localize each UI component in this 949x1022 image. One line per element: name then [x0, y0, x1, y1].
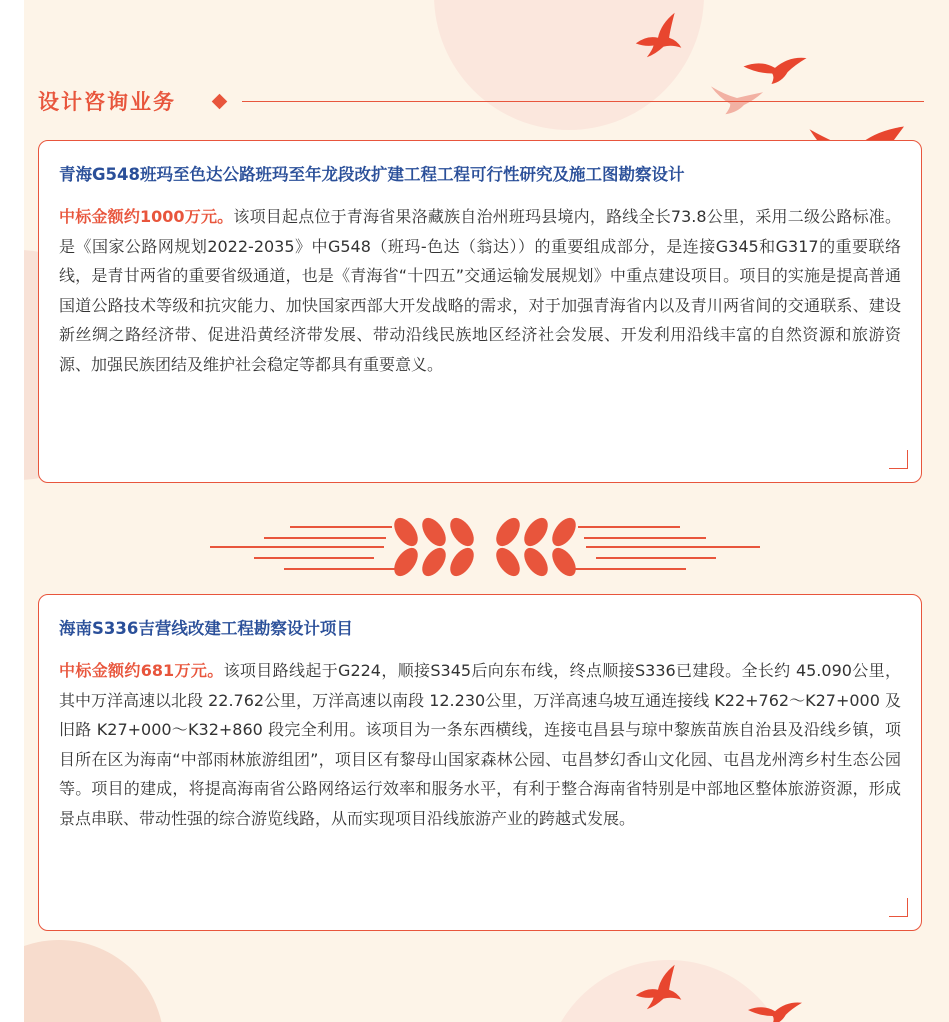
dove-icon	[630, 962, 686, 1012]
project-description-text: 该项目路线起于G224，顺接S345后向东布线，终点顺接S336已建段。全长约 45.090公里，其中万洋高速以北段 22.762公里，万洋高速以南段 12.230公里，万洋高速乌坡互通连接线 K22+762～K27+000 及旧路 K27+000～K32+860 段完全利用。该项目为一条东西横线，连接屯昌县与琼中黎族苗族自治县及沿线乡镇，项目所在区为海南“中部雨林旅游组团”，项目区有黎母山国家森林公园、屯昌梦幻香山文化园、屯昌龙州湾乡村生态公园等。项目的建成，将提高海南省公路网络运行效率和服务水平，有利于整合海南省特别是中部地区整体旅游资源，形成景点串联、带动性强的综合游览线路，从而实现项目沿线旅游产业的跨越式发展。	[59, 661, 901, 828]
bid-amount: 中标金额约681万元。	[59, 661, 224, 680]
project-title: 海南S336吉营线改建工程勘察设计项目	[59, 619, 353, 638]
page-background	[24, 0, 949, 1022]
dove-icon	[630, 10, 686, 60]
corner-bracket-icon	[889, 450, 908, 469]
diamond-icon	[212, 94, 228, 110]
decorative-circle	[24, 940, 164, 1022]
section-title: 设计咨询业务	[38, 90, 176, 114]
project-title: 青海G548班玛至色达公路班玛至年龙段改扩建工程工程可行性研究及施工图勘察设计	[59, 165, 685, 184]
project-description-text: 该项目起点位于青海省果洛藏族自治州班玛县境内，路线全长73.8公里，采用二级公路标准。是《国家公路网规划2022-2035》中G548（班玛-色达（翁达））的重要组成部分，是连接G345和G317的重要联络线，是青甘两省的重要省级通道，也是《青海省“十四五”交通运输发展规划》中重点建设项目。项目的实施是提高普通国道公路技术等级和抗灾能力、加快国家西部大开发战略的需求，对于加强青海省内以及青川两省间的交通联系、建设新丝绸之路经济带、促进沿黄经济带发展、带动沿线民族地区经济社会发展、开发利用沿线丰富的自然资源和旅游资源、加强民族团结及维护社会稳定等都具有重要意义。	[59, 207, 901, 374]
dove-icon	[708, 80, 766, 116]
bid-amount: 中标金额约1000万元。	[59, 207, 234, 226]
project-card	[38, 140, 922, 483]
project-card	[38, 594, 922, 931]
project-description	[59, 202, 901, 379]
dove-icon	[740, 998, 810, 1022]
leaf-divider-icon	[24, 512, 949, 582]
title-divider-line	[242, 101, 924, 102]
project-description	[59, 656, 901, 833]
corner-bracket-icon	[889, 898, 908, 917]
